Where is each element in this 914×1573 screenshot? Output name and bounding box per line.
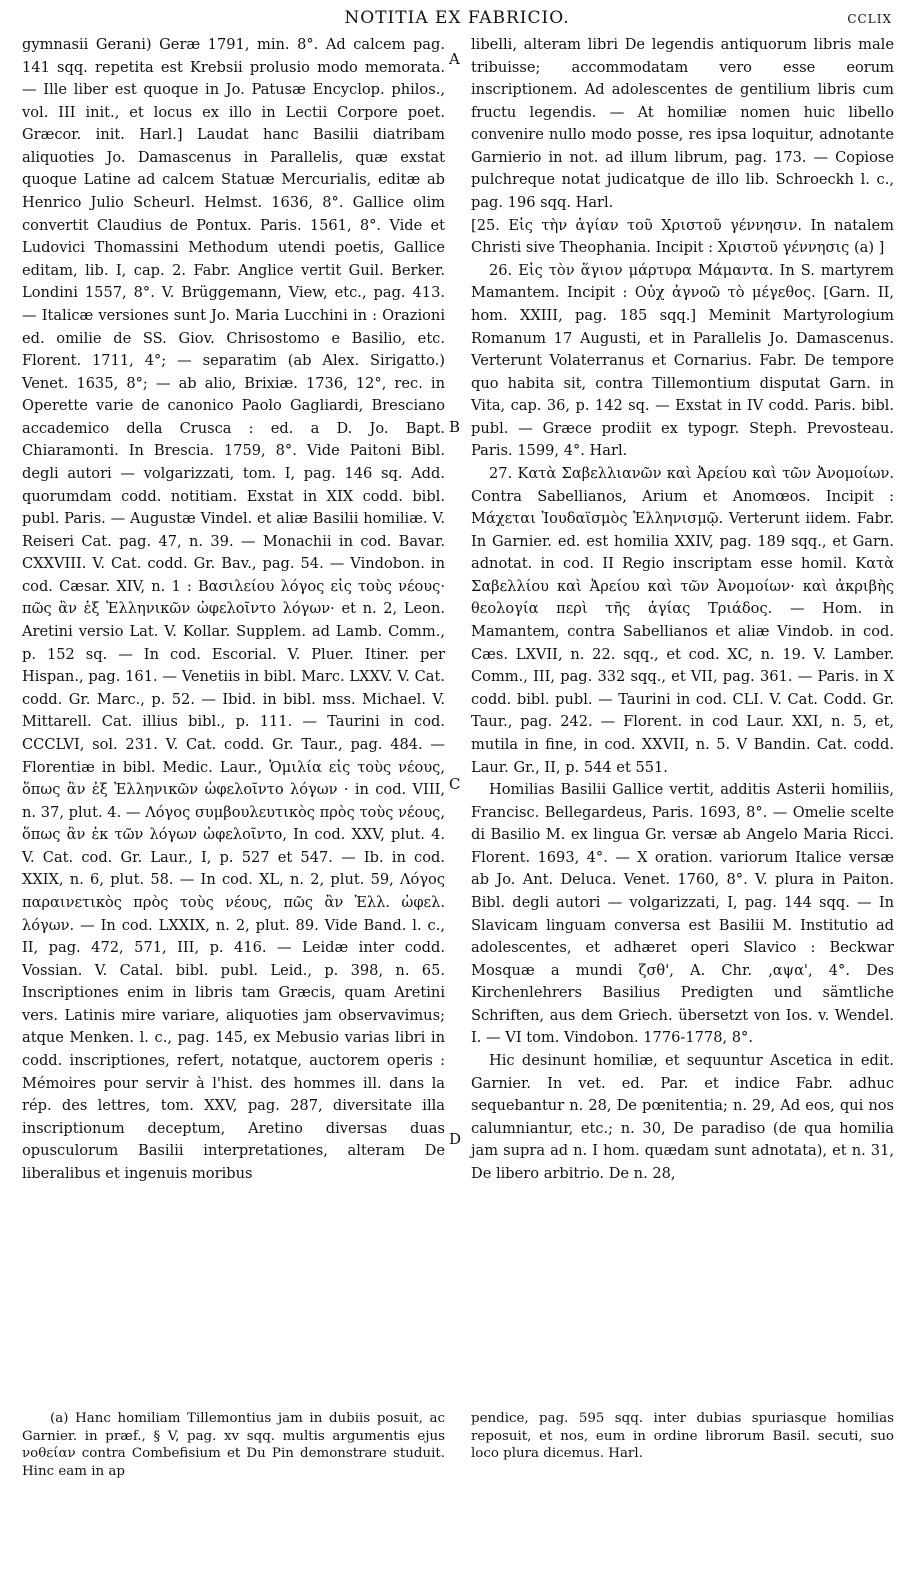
right-paragraph-2: [25. Εἰς τὴν ἁγίαν τοῦ Χριστοῦ γέννησιν. In natalem Christi sive Theophania. Incipit : Χριστοῦ γέννησις (a) ] [471,216,894,257]
right-paragraph-3: 26. Εἰς τὸν ἅγιον μάρτυρα Μάμαντα. In S. martyrem Mamantem. Incipit : Οὐχ ἀγνοῶ τὸ μέγεθος. [Garn. II, hom. XXIII, pag. 185 sqq.] Meminit Martyrologium Romanum 17 Augusti, et in Parallelis Jo. Damascenus. Verterunt Volaterranus et Cornarius. Fabr. De tempore quo habita sit, contra Tillemontium disputat Garn. in Vita, cap. 36, p. 142 sq. — Exstat in IV codd. Paris. bibl. publ. — Græce prodiit ex typogr. Steph. Prevosteau. Paris. 1599, 4°. Harl. [471,261,894,460]
page-number: CCLIX [847,12,892,26]
margin-letter-c: C [449,775,461,793]
footnote-left: (a) Hanc homiliam Tillemontius jam in dubiis posuit, ac Garnier. in præf., § V, pag. xv sqq. multis argumentis ejus νοθείαν contra Combefisium et Du Pin demonstrare studuit. Hinc eam in ap [22,1411,445,1479]
right-paragraph-6: Hic desinunt homiliæ, et sequuntur Ascetica in edit. Garnier. In vet. ed. Par. et indice Fabr. adhuc sequebantur n. 28, De pœnitentia; n. 29, Ad eos, qui nos calumniantur, etc.; n. 30, De paradiso (de qua homilia jam supra ad n. I hom. quædam sunt adnotata), et n. 31, De libero arbitrio. De n. 28, [471,1052,894,1182]
right-paragraph-4: 27. Κατὰ Σαβελλιανῶν καὶ Ἀρείου καὶ τῶν Ἀνομοίων. Contra Sabellianos, Arium et Anomœos. Incipit : Μάχεται Ἰουδαϊσμὸς Ἑλληνισμῷ. Verterunt iidem. Fabr. In Garnier. ed. est homilia XXIV, pag. 189 sqq., et Garn. adnotat. in cod. II Regio inscriptam esse homil. Κατὰ Σαβελλίου καὶ Ἀρείου καὶ τῶν Ἀνομοίων· καὶ ἀκριβὴς θεολογία περὶ τῆς ἁγίας Τριάδος. — Hom. in Mamantem, contra Sabellianos et aliæ Vindob. in cod. Cæs. LXVII, n. 22. sqq., et cod. XC, n. 19. V. Lamber. Comm., III, pag. 332 sqq., et VII, pag. 361. — Paris. in X codd. bibl. publ. — Taurini in cod. CLI. V. Cat. Codd. Gr. Taur., pag. 242. — Florent. in cod Laur. XXI, n. 5, et, mutila in fine, in cod. XXVII, n. 5. V Bandin. Cat. codd. Laur. Gr., II, p. 544 et 551. [471,464,894,776]
right-paragraph-1: libelli, alteram libri De legendis antiquorum libris male tribuisse; accommodatam vero esse eorum inscriptionem. Ad adolescentes de gentilium libris cum fructu legendis. — At homiliæ nomen huic libello convenire nullo modo posse, res ipsa loquitur, adnotante Garnierio in not. ad illum librum, pag. 173. — Copiose pulchreque notat judicatque de illo lib. Schroeckh l. c., pag. 196 sqq. Harl. [471,36,894,212]
margin-letter-d: D [449,1130,462,1148]
footnote-right: pendice, pag. 595 sqq. inter dubias spuriasque homilias reposuit, et nos, eum in ordine librorum Basil. secuti, suo loco plura dicemus. Harl. [471,1411,894,1461]
right-column [471,34,894,1185]
right-paragraph-5: Homilias Basilii Gallice vertit, additis Asterii homiliis, Francisc. Bellegardeus, Paris. 1693, 8°. — Omelie scelte di Basilio M. ex lingua Gr. versæ ab Angelo Maria Ricci. Florent. 1693, 4°. — X oration. variorum Italice versæ ab Jo. Ant. Deluca. Venet. 1760, 8°. V. plura in Paiton. Bibl. degli autori — volgarizzati, I, pag. 144 sqq. — In Slavicam linguam conversa est Basilii M. Institutio ad adolescentes, et adhæret operi Slavico : Beckwar Mosquæ a mundi ζσθ', A. Chr. ‚αψα', 4°. Des Kirchenlehrers Basilius Predigten und sämtliche Schriften, aus dem Griech. übersetzt von Ios. v. Wendel. I. — VI tom. Vindobon. 1776-1778, 8°. [471,781,894,1047]
margin-letter-a: A [449,50,460,68]
running-title: NOTITIA EX FABRICIO. [344,8,570,28]
left-column [22,34,445,1185]
left-column-text: gymnasii Gerani) Geræ 1791, min. 8°. Ad calcem pag. 141 sqq. repetita est Krebsii prolusio modo memorata. — Ille liber est quoque in Jo. Patusæ Encyclop. philos., vol. III init., et locus ex illo in Lectii Corpore poet. Græcor. init. Harl.] Laudat hanc Basilii diatribam aliquoties Jo. Damascenus in Parallelis, quæ exstat quoque Latine ad calcem Statuæ Mercurialis, editæ ab Henrico Julio Scheurl. Helmst. 1636, 8°. Gallice olim convertit Claudius de Pontux. Paris. 1561, 8°. Vide et Ludovici Thomassini Methodum utendi poetis, Gallice editam, lib. I, cap. 2. Fabr. Anglice vertit Guil. Berker. Londini 1557, 8°. V. Brüggemann, View, etc., pag. 413. — Italicæ versiones sunt Jo. Maria Lucchini in : Orazioni ed. omilie de SS. Giov. Chrisostomo e Basilio, etc. Florent. 1711, 4°; — separatim (ab Alex. Sirigatto.) Venet. 1635, 8°; — ab alio, Brixiæ. 1736, 12°, rec. in Operette varie de canonico Paolo Gagliardi, Bresciano accademico della Crusca : ed. a D. Jo. Bapt. Chiaramonti. In Brescia. 1759, 8°. Vide Paitoni Bibl. degli autori — volgarizzati, tom. I, pag. 146 sq. Add. quorumdam codd. notitiam. Exstat in XIX codd. bibl. publ. Paris. — Augustæ Vindel. et aliæ Basilii homiliæ. V. Reiseri Cat. pag. 47, n. 39. — Monachii in cod. Bavar. CXXVIII. V. Cat. codd. Gr. Bav., pag. 54. — Vindobon. in cod. Cæsar. XIV, n. 1 : Βασιλείου λόγος εἰς τοὺς νέους· πῶς ἂν ἐξ Ἑλληνικῶν ὠφελοῖντο λόγων· et n. 2, Leon. Aretini versio Lat. V. Kollar. Supplem. ad Lamb. Comm., p. 152 sq. — In cod. Escorial. V. Pluer. Itiner. per Hispan., pag. 161. — Venetiis in bibl. Marc. LXXV. V. Cat. codd. Gr. Marc., p. 52. — Ibid. in bibl. mss. Michael. V. Mittarell. Cat. illius bibl., p. 111. — Taurini in cod. CCCLVI, sol. 231. V. Cat. codd. Gr. Taur., pag. 484. — Florentiæ in bibl. Medic. Laur., Ὁμιλία εἰς τοὺς νέους, ὅπως ἂν ἐξ Ἑλληνικῶν ὠφελοῖντο λόγων · in cod. VIII, n. 37, plut. 4. — Λόγος συμβουλευτικὸς πρὸς τοὺς νέους, ὅπως ἂν ἐκ τῶν λόγων ὠφελοῖντο, In cod. XXV, plut. 4. V. Cat. cod. Gr. Laur., I, p. 527 et 547. — Ib. in cod. XXIX, n. 6, plut. 58. — In cod. XL, n. 2, plut. 59, Λόγος παραινετικὸς πρὸς τοὺς νέους, πῶς ἂν Ἑλλ. ὠφελ. λόγων. — In cod. LXXIX, n. 2, plut. 89. Vide Band. l. c., II, pag. 472, 571, III, p. 416. — Leidæ inter codd. Vossian. V. Catal. bibl. publ. Leid., p. 398, n. 65. Inscriptiones enim in libris tam Græcis, quam Aretini vers. Latinis mire variare, aliquoties jam observavimus; atque Menken. l. c., pag. 145, ex Mebusio varias libri in codd. inscriptiones, refert, notatque, auctorem operis : Mémoires pour servir à l'hist. des hommes ill. dans la rép. des lettres, tom. XXV, pag. 287, diversitate illa inscriptionum deceptum, Aretino diversas duas opusculorum Basilii interpretationes, alteram De liberalibus et ingenuis moribus [22,36,445,1182]
margin-letter-b: B [449,418,461,436]
running-header [22,6,892,34]
